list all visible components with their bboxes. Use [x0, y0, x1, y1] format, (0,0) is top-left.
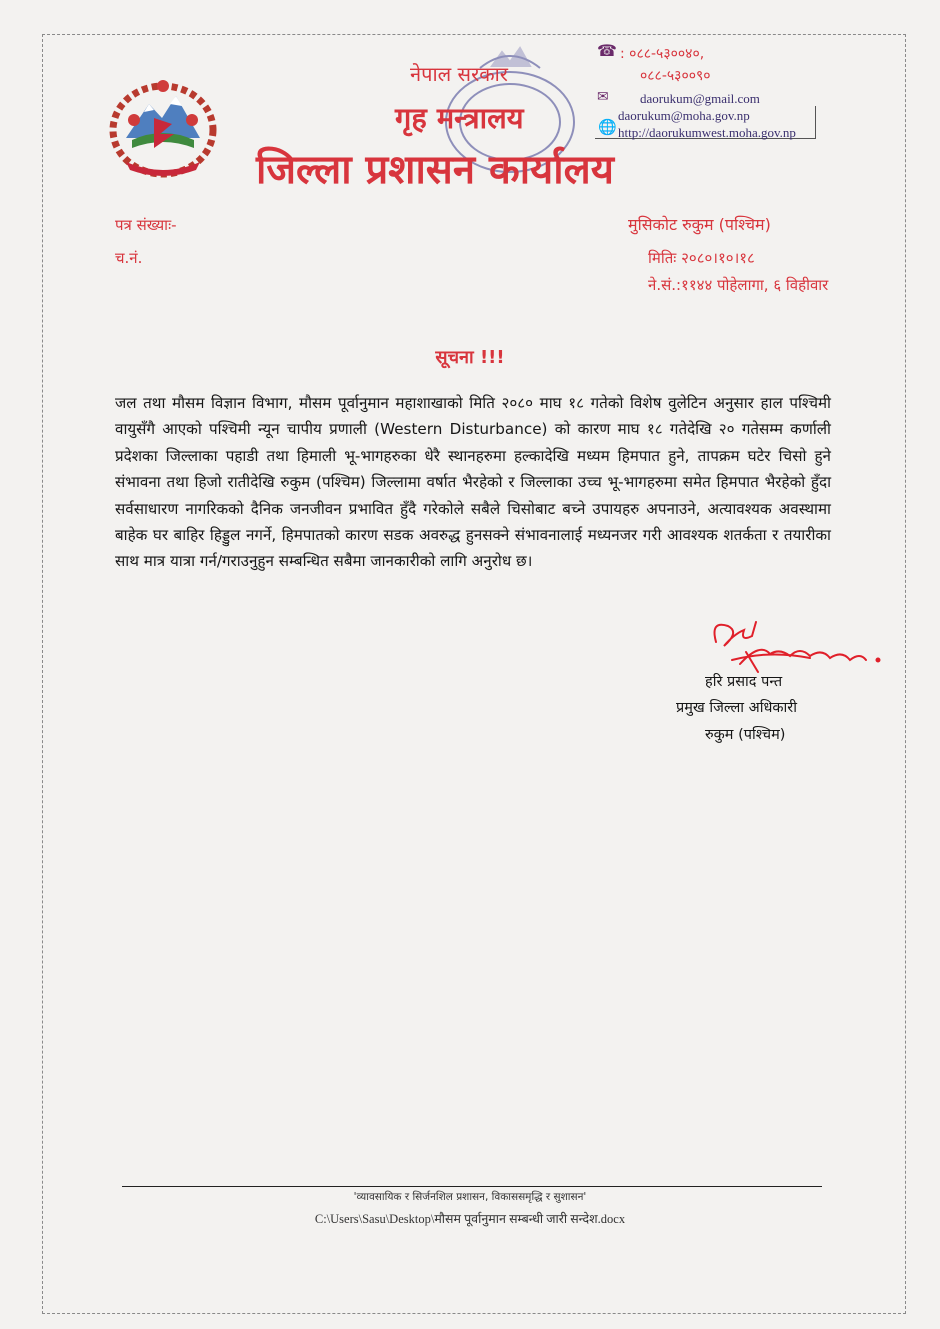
- footer-rule: [122, 1186, 822, 1187]
- website-link: http://daorukumwest.moha.gov.np: [618, 125, 796, 140]
- phone-icon: ☎: [597, 41, 617, 60]
- signatory-name: हरि प्रसाद पन्त: [705, 674, 783, 690]
- government-name: नेपाल सरकार: [410, 62, 508, 86]
- footer-motto: 'व्यावसायिक र सिर्जनशिल प्रशासन, विकाससमृद्धि र सुशासन': [353, 1191, 587, 1203]
- office-location: मुसिकोट रुकुम (पश्चिम): [628, 215, 771, 234]
- phone-number-2: ०८८-५३००९०: [640, 68, 711, 84]
- email-1: daorukum@gmail.com: [640, 91, 760, 106]
- notice-title: सूचना !!!: [435, 347, 505, 368]
- footer-file-path: C:\Users\Sasu\Desktop\मौसम पूर्वानुमान सम्बन्धी जारी सन्देश.docx: [314, 1212, 626, 1226]
- office-name: जिल्ला प्रशासन कार्यालय: [256, 147, 614, 193]
- mail-icon: ✉: [597, 89, 609, 105]
- phone-number-1: : ०८८-५३००४०,: [620, 46, 705, 62]
- globe-icon: 🌐: [598, 118, 617, 136]
- nepal-emblem-icon: [104, 74, 222, 180]
- notice-body: जल तथा मौसम विज्ञान विभाग, मौसम पूर्वानुमान महाशाखाको मिति २०८० माघ १८ गतेको विशेष वुलेटिन अनुसार हाल पश्चिमी वायुसँगै आएको पश्चिमी न्यून चापीय प्रणाली (Western Disturbance) को कारण माघ १८ गतेदेखि २० गतेसम्म कर्णाली प्रदेशका जिल्लाका पहाडी तथा हिमाली भू-भागहरुका धेरै स्थानहरुमा हल्कादेखि मध्यम हिमपात हुने, तापक्रम घटेर चिसो हुने संभावना तथा हिजो रातीदेखि रुकुम (पश्चिम) जिल्लामा वर्षात भैरहेको र जिल्लाका उच्च भू-भागहरुमा समेत हिमपात भैरहेको हुँदा सर्वसाधारण नागरिकको दैनिक जनजीवन प्रभावित हुँदै गरेकोले सबैले चिसोबाट बच्ने उपायहरु अपनाउने, अत्यावश्यक अवस्थामा बाहेक घर बाहिर हिड्डुल नगर्ने, हिमपातको कारण सडक अवरुद्ध हुनसक्ने संभावनालाई मध्यनजर गरी आवश्यक शतर्कता र तयारीका साथ मात्र यात्रा गर्न/गराउनुहुन सम्बन्धित सबैमा जानकारीको लागि अनुरोध छ।: [115, 394, 831, 571]
- email-2: daorukum@moha.gov.np: [618, 108, 750, 123]
- signatory-post: प्रमुख जिल्ला अधिकारी: [676, 700, 797, 716]
- signatory-district: रुकुम (पश्चिम): [705, 727, 786, 743]
- letter-date: मितिः २०८०।१०।१८: [648, 249, 755, 267]
- ministry-name: गृह मन्त्रालय: [395, 101, 524, 135]
- nepal-sambat-date: ने.सं.:११४४ पोहेलागा, ६ विहीवार: [648, 276, 829, 294]
- dispatch-number-label: च.नं.: [115, 249, 143, 267]
- letter-number-label: पत्र संख्याः-: [115, 216, 177, 234]
